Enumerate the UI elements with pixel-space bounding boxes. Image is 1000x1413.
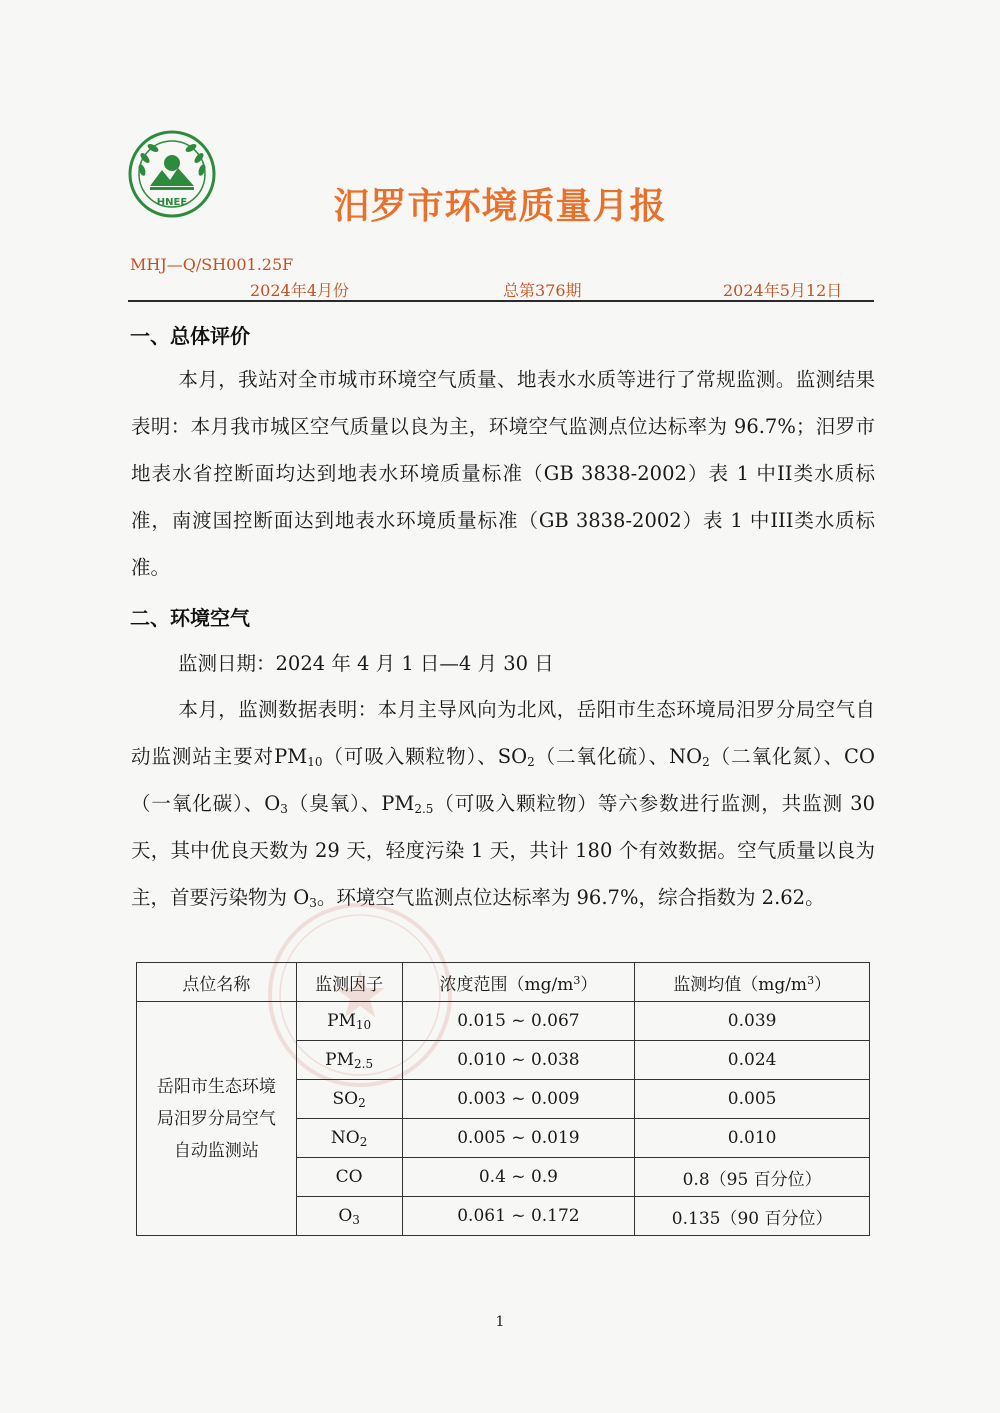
- mean-cell: 0.135（90 百分位）: [635, 1197, 870, 1236]
- table-header-row: [137, 963, 870, 1002]
- document-code: MHJ—Q/SH001.25F: [130, 255, 294, 274]
- range-cell: 0.010 ~ 0.038: [402, 1041, 635, 1080]
- factor-cell: $PM_{10}$: [296, 1002, 402, 1041]
- report-title: 汨罗市环境质量月报: [333, 186, 667, 227]
- range-cell: 0.005 ~ 0.019: [402, 1119, 635, 1158]
- air-monitoring-table: [136, 962, 870, 1236]
- factor-cell: CO: [296, 1158, 402, 1197]
- air-paragraph: 本月，监测数据表明：本月主导风向为北风，岳阳市生态环境局汨罗分局空气自动监测站主要对$PM_{10}$（可吸入颗粒物）、$SO_2$（二氧化硫）、$NO_2$（二氧化氮）、CO（一氧化碳）、$O_3$（臭氧）、$PM_{2.5}$（可吸入颗粒物）等六参数进行监测，共监测 30 天，其中优良天数为 29 天，轻度污染 1 天，共计 180 个有效数据。空气质量以良为主，首要污染物为 $O_3$。环境空气监测点位达标率为 96.7%，综合指数为 2.62。: [131, 698, 875, 910]
- range-cell: 0.003 ~ 0.009: [402, 1080, 635, 1119]
- range-cell: 0.061 ~ 0.172: [402, 1197, 635, 1236]
- issue-number: 总第376期: [503, 281, 582, 300]
- mean-cell: 0.8（95 百分位）: [635, 1158, 870, 1197]
- monitor-date: 监测日期：2024 年 4 月 1 日—4 月 30 日: [178, 652, 554, 675]
- section-heading-air: 二、环境空气: [130, 606, 250, 630]
- header-mean: 监测均值$(mg/m^3)$: [635, 963, 870, 1002]
- header-station: 点位名称: [137, 963, 297, 1002]
- table-row: [137, 1002, 870, 1041]
- section-heading-overall: 一、总体评价: [130, 324, 250, 348]
- factor-cell: $PM_{2.5}$: [296, 1041, 402, 1080]
- station-name-cell: 岳阳市生态环境 局汨罗分局空气 自动监测站: [137, 1002, 297, 1236]
- header-divider: [128, 300, 874, 302]
- header-factor: 监测因子: [296, 963, 402, 1002]
- publish-date: 2024年5月12日: [723, 281, 843, 300]
- mean-cell: 0.005: [635, 1080, 870, 1119]
- overall-text: 本月，我站对全市城市环境空气质量、地表水水质等进行了常规监测。监测结果表明：本月我市城区空气质量以良为主，环境空气监测点位达标率为 96.7%；汨罗市地表水省控断面均达到地表水环境质量标准（GB 3838-2002）表 1 中II类水质标准，南渡国控断面达到地表水环境质量标准（GB 3838-2002）表 1 中III类水质标准。: [131, 368, 875, 579]
- range-cell: 0.4 ~ 0.9: [402, 1158, 635, 1197]
- page-number: 1: [495, 1314, 505, 1330]
- mean-cell: 0.039: [635, 1002, 870, 1041]
- factor-cell: $NO_2$: [296, 1119, 402, 1158]
- factor-cell: $O_3$: [296, 1197, 402, 1236]
- range-cell: 0.015 ~ 0.067: [402, 1002, 635, 1041]
- header-range: 浓度范围$(mg/m^3)$: [402, 963, 635, 1002]
- report-month: 2024年4月份: [250, 281, 349, 300]
- overall-paragraph: [131, 356, 875, 591]
- factor-cell: $SO_2$: [296, 1080, 402, 1119]
- mean-cell: 0.024: [635, 1041, 870, 1080]
- mean-cell: 0.010: [635, 1119, 870, 1158]
- svg-text:HNEE: HNEE: [156, 197, 188, 208]
